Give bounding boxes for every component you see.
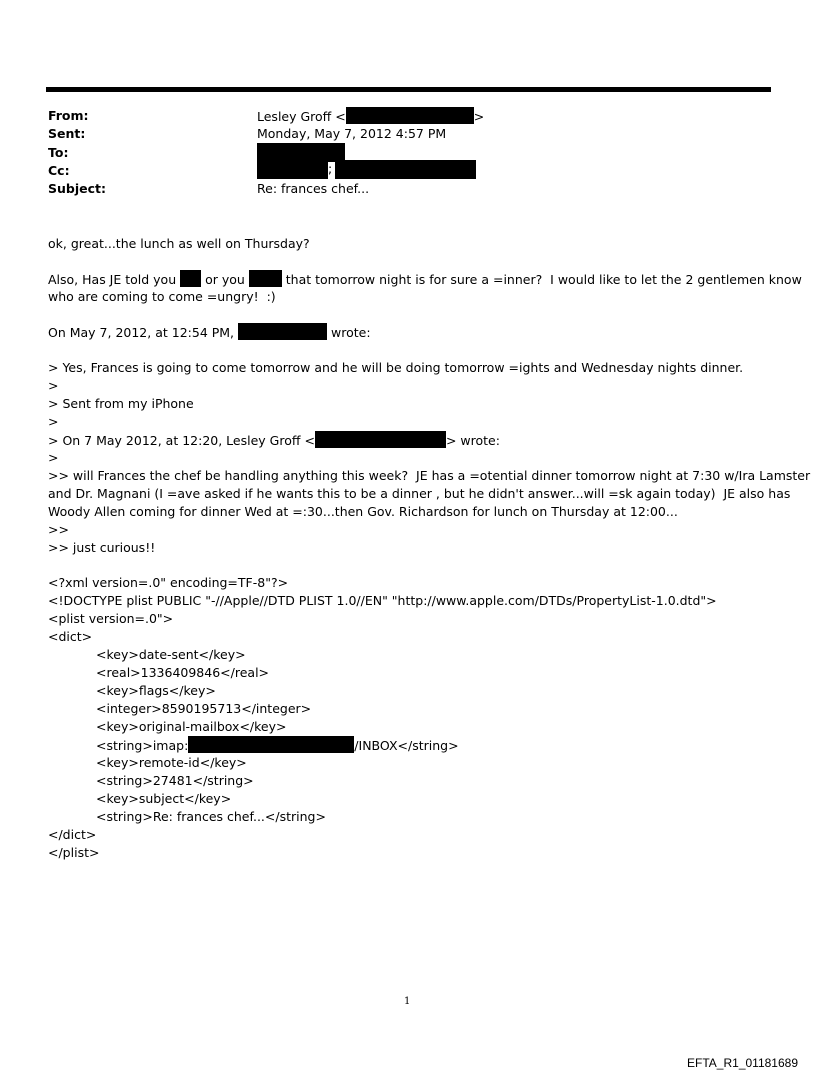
redaction-box	[346, 107, 474, 124]
header-rule	[46, 87, 771, 92]
redaction-box	[315, 431, 446, 448]
from-close: >	[473, 109, 485, 124]
quote-intro	[48, 323, 778, 341]
subject-label: Subject:	[48, 181, 106, 196]
text-segment: wrote:	[327, 325, 371, 340]
quoted-line: >> just curious!!	[48, 540, 156, 555]
reply-paragraph-line-1	[48, 270, 802, 288]
redaction-box	[180, 270, 201, 287]
xml-line	[48, 736, 778, 754]
xml-line: <dict>	[48, 629, 93, 644]
quoted-line: >	[48, 414, 59, 429]
quoted-line: Woody Allen coming for dinner Wed at =:30...then Gov. Richardson for lunch on Thursday at 12:00...	[48, 504, 678, 519]
xml-line: <key>original-mailbox</key>	[96, 719, 287, 734]
quoted-line: > Yes, Frances is going to come tomorrow and he will be doing tomorrow =ights and Wednesday nights dinner.	[48, 360, 744, 375]
quoted-line: > Sent from my iPhone	[48, 396, 194, 411]
redaction-box	[238, 323, 327, 340]
xml-line: </plist>	[48, 845, 100, 860]
message-body	[48, 235, 778, 253]
to-label: To:	[48, 145, 69, 160]
reply-paragraph-line-2: who are coming to come =ungry! :)	[48, 289, 276, 304]
text-segment: Also, Has JE told you	[48, 272, 181, 287]
from-value	[257, 107, 484, 126]
text-segment: that tomorrow night is for sure a =inner? I would like to let the 2 gentlemen know	[281, 272, 802, 287]
xml-line: </dict>	[48, 827, 97, 842]
sent-value: Monday, May 7, 2012 4:57 PM	[257, 126, 447, 141]
quoted-message	[48, 359, 811, 557]
xml-line: <integer>8590195713</integer>	[96, 701, 312, 716]
quoted-line: >>	[48, 522, 69, 537]
xml-line: <key>flags</key>	[96, 683, 216, 698]
xml-line: <real>1336409846</real>	[96, 665, 270, 680]
cc-separator: ;	[328, 161, 333, 176]
xml-line: <key>remote-id</key>	[96, 755, 247, 770]
redaction-box	[249, 270, 282, 287]
cc-label: Cc:	[48, 163, 70, 178]
text-segment: <string>imap:	[96, 738, 189, 753]
xml-line: <!DOCTYPE plist PUBLIC "-//Apple//DTD PLIST 1.0//EN" "http://www.apple.com/DTDs/PropertyList-1.0.dtd">	[48, 593, 717, 608]
plist-block	[48, 574, 778, 862]
reply-paragraph	[48, 270, 802, 306]
quoted-line: >> will Frances the chef be handling anything this week? JE has a =otential dinner tomorrow night at 7:30 w/Ira Lamster	[48, 468, 811, 483]
text-segment: On May 7, 2012, at 12:54 PM,	[48, 325, 239, 340]
from-label: From:	[48, 108, 89, 123]
quoted-line	[48, 431, 778, 449]
xml-line: <string>Re: frances chef...</string>	[96, 809, 326, 824]
reply-line: ok, great...the lunch as well on Thursday?	[48, 236, 310, 251]
cc-redaction-2	[335, 160, 476, 179]
quoted-line: and Dr. Magnani (I =ave asked if he wants this to be a dinner , but he didn't answer...will =sk again today) JE also has	[48, 486, 791, 501]
document-id: EFTA_R1_01181689	[687, 1056, 798, 1070]
xml-line: <key>date-sent</key>	[96, 647, 246, 662]
text-segment: or you	[201, 272, 249, 287]
xml-line: <key>subject</key>	[96, 791, 232, 806]
text-segment: /INBOX</string>	[354, 738, 459, 753]
cc-redaction-1	[257, 160, 328, 179]
text-segment: > On 7 May 2012, at 12:20, Lesley Groff <	[48, 433, 315, 448]
xml-line: <string>27481</string>	[96, 773, 254, 788]
sent-label: Sent:	[48, 126, 86, 141]
quoted-line: >	[48, 450, 59, 465]
xml-line: <?xml version=.0" encoding=TF-8"?>	[48, 575, 289, 590]
text-segment: > wrote:	[445, 433, 500, 448]
subject-value: Re: frances chef...	[257, 181, 370, 196]
redaction-box	[188, 736, 354, 753]
quoted-line: >	[48, 378, 59, 393]
xml-line: <plist version=.0">	[48, 611, 174, 626]
page-number: 1	[404, 996, 411, 1007]
quote-header	[48, 323, 778, 341]
from-name: Lesley Groff <	[257, 109, 346, 124]
